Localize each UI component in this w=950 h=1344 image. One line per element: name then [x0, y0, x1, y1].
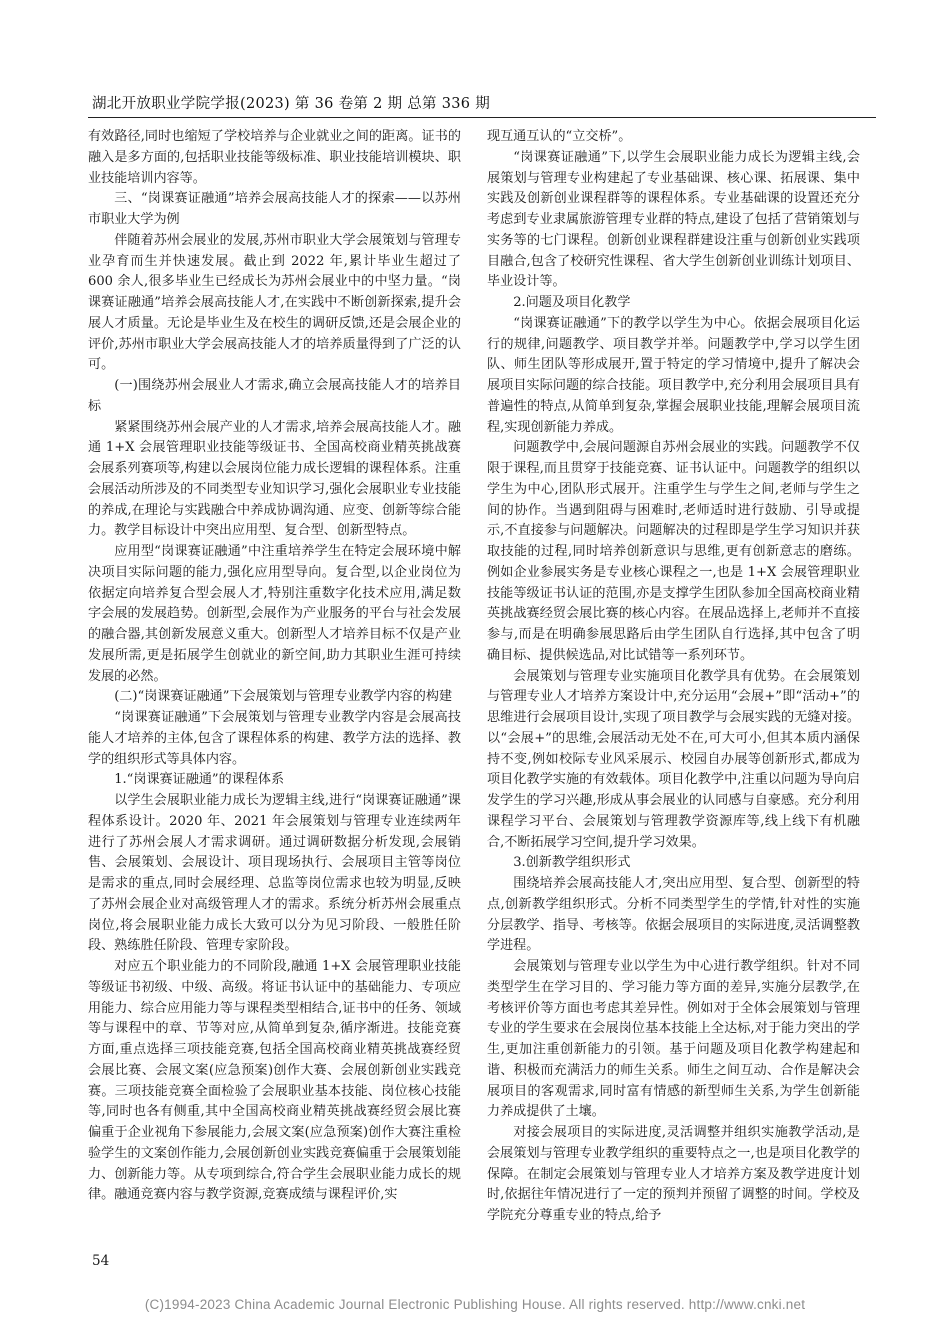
paragraph: 紧紧围绕苏州会展产业的人才需求,培养会展高技能人才。融通 1+X 会展管理职业技能等级证书、全国高校商业精英挑战赛会展系列赛项等,构建以会展岗位能力成长逻辑的课程体系。注重会展活动所涉及的不同类型专业知识学习,强化会展职业专业技能的养成,在理论与实践融合中养成协调沟通、应变、创新等综合能力。教学目标设计中突出应用型、复合型、创新型特点。: [88, 419, 461, 539]
left-column: [88, 127, 461, 1206]
paragraph: 围绕培养会展高技能人才,突出应用型、复合型、创新型的特点,创新教学组织形式。分析不同类型学生的学情,针对性的实施分层教学、指导、考核等。依据会展项目的实际进度,灵活调整教学进程。: [487, 876, 860, 954]
numbered-heading: 1.“岗课赛证融通”的课程体系: [114, 772, 285, 788]
paragraph: “岗课赛证融通”下会展策划与管理专业教学内容是会展高技能人才培养的主体,包含了课程体系的构建、教学方法的选择、教学的组织形式等具体内容。: [88, 710, 461, 767]
numbered-heading: 2.问题及项目化教学: [513, 295, 631, 310]
section-heading: 三、“岗课赛证融通”培养会展高技能人才的探索——以苏州市职业大学为例: [88, 191, 461, 227]
paragraph: 应用型“岗课赛证融通”中注重培养学生在特定会展环境中解决项目实际问题的能力,强化应用型导向。复合型,以企业岗位为依据定向培养复合型会展人才,特别注重数字化技术应用,满足数字会展的发展趋势。创新型,会展作为产业服务的平台与社会发展的融合器,其创新发展意义重大。创新型人才培养目标不仅是产业发展所需,更是拓展学生创就业的新空间,助力其职业生涯可持续发展的必然。: [88, 544, 461, 684]
header-rule: [88, 117, 876, 118]
subsection-heading: (二)“岗课赛证融通”下会展策划与管理专业教学内容的构建: [114, 689, 453, 705]
numbered-heading: 3.创新教学组织形式: [513, 855, 631, 871]
paragraph: 现互通互认的“立交桥”。: [487, 129, 632, 144]
paragraph: “岗课赛证融通”下的教学以学生为中心。依据会展项目化运行的规律,问题教学、项目教学并举。问题教学中,学习以学生团队、师生团队等形成展开,置于特定的学习情境中,提升了解决会展项目实际问题的综合技能。项目教学中,充分利用会展项目具有普遍性的特点,从简单到复杂,掌握会展职业技能,理解会展项目流程,实现创新能力养成。: [487, 315, 860, 435]
paragraph: 会展策划与管理专业实施项目化教学具有优势。在会展策划与管理专业人才培养方案设计中,充分运用“会展+”即“活动+”的思维进行会展项目设计,实现了项目教学与会展实践的无缝对接。以“会展+”的思维,会展活动无处不在,可大可小,但其本质内涵保持不变,例如校际专业风采展示、校园自办展等创新形式,都成为项目化教学实施的有效载体。项目化教学中,注重以问题为导向启发学生的学习兴趣,形成从事会展业的认同感与自豪感。充分利用课程学习平台、会展策划与管理教学资源库等,线上线下有机融合,不断拓展学习空间,提升学习效果。: [487, 668, 860, 850]
copyright-footer: (C)1994-2023 China Academic Journal Electronic Publishing House. All rights reserved. http://www.cnki.net: [144, 1297, 806, 1312]
right-column: [487, 127, 860, 1227]
running-header: 湖北开放职业学院学报(2023) 第 36 卷第 2 期 总第 336 期: [92, 96, 491, 112]
paragraph: 有效路径,同时也缩短了学校培养与企业就业之间的距离。证书的融入是多方面的,包括职业技能等级标准、职业技能培训模块、职业技能培训内容等。: [88, 129, 461, 186]
paragraph: 对应五个职业能力的不同阶段,融通 1+X 会展管理职业技能等级证书初级、中级、高级。将证书认证中的基础能力、专项应用能力、综合应用能力等与课程类型相结合,证书中的任务、领域等与课程中的章、节等对应,从简单到复杂,循序渐进。技能竞赛方面,重点选择三项技能竞赛,包括全国高校商业精英挑战赛经贸会展比赛、会展文案(应急预案)创作大赛、会展创新创业实践竞赛。三项技能竞赛全面检验了会展职业基本技能、岗位核心技能等,同时也各有侧重,其中全国高校商业精英挑战赛经贸会展比赛偏重于企业视角下参展能力,会展文案(应急预案)创作大赛注重检验学生的文案创作能力,会展创新创业实践竞赛偏重于会展策划能力、创新能力等。从专项到综合,符合学生会展职业能力成长的规律。融通竞赛内容与教学资源,竞赛成绩与课程评价,实: [88, 959, 461, 1203]
paragraph: 伴随着苏州会展业的发展,苏州市职业大学会展策划与管理专业孕育而生并快速发展。截止到 2022 年,累计毕业生超过了 600 余人,很多毕业生已经成长为苏州会展业中的中坚力量。“岗课赛证融通”培养会展高技能人才,在实践中不断创新探索,提升会展人才质量。无论是毕业生及在校生的调研反馈,还是会展企业的评价,苏州市职业大学会展高技能人才的培养质量得到了广泛的认可。: [88, 232, 461, 373]
subsection-heading: (一)围绕苏州会展业人才需求,确立会展高技能人才的培养目标: [88, 378, 461, 414]
paragraph: 问题教学中,会展问题源自苏州会展业的实践。问题教学不仅限于课程,而且贯穿于技能竞赛、证书认证中。问题教学的组织以学生为中心,团队形式展开。注重学生与学生之间,老师与学生之间的协作。当遇到阻碍与困难时,老师适时进行鼓励、引导或提示,不直接参与问题解决。问题解决的过程即是学生学习知识并获取技能的过程,同时培养创新意识与思维,更有创新意志的磨练。例如企业参展实务是专业核心课程之一,也是 1+X 会展管理职业技能等级证书认证的范围,亦是支撑学生团队参加全国高校商业精英挑战赛经贸会展比赛的核心内容。在展品选择上,老师并不直接参与,而是在明确参展思路后由学生团队自行选择,其中包含了明确目标、提供候选品,对比试错等一系列环节。: [487, 440, 860, 663]
paragraph: 会展策划与管理专业以学生为中心进行教学组织。针对不同类型学生在学习目的、学习能力等方面的差异,实施分层教学,在考核评价等方面也考虑其差异性。例如对于全体会展策划与管理专业的学生要求在会展岗位基本技能上全达标,对于能力突出的学生,更加注重创新能力的引领。基于问题及项目化教学构建起和谐、积极而充满活力的师生关系。师生之间互动、合作是解决会展项目的客观需求,同时富有情感的新型师生关系,为学生创新能力养成提供了土壤。: [487, 959, 860, 1120]
paragraph: “岗课赛证融通”下,以学生会展职业能力成长为逻辑主线,会展策划与管理专业构建起了专业基础课、核心课、拓展课、集中实践及创新创业课程群等的课程体系。专业基础课的设置还充分考虑到专业隶属旅游管理专业群的特点,建设了包括了营销策划与实务等的七门课程。创新创业课程群建设注重与创新创业实践项目融合,包含了校研究性课程、省大学生创新创业训练计划项目、毕业设计等。: [487, 149, 860, 290]
paragraph: 以学生会展职业能力成长为逻辑主线,进行“岗课赛证融通”课程体系设计。2020 年、2021 年会展策划与管理专业连续两年进行了苏州会展人才需求调研。通过调研数据分析发现,会展销售、会展策划、会展设计、项目现场执行、会展项目主管等岗位是需求的重点,同时会展经理、总监等岗位需求也较为明显,反映了苏州会展企业对高级管理人才的需求。系统分析苏州会展重点岗位,将会展职业能力成长大致可以分为见习阶段、一般胜任阶段、熟练胜任阶段、管理专家阶段。: [88, 793, 461, 954]
page-number: 54: [92, 1253, 110, 1269]
paragraph: 对接会展项目的实际进度,灵活调整并组织实施教学活动,是会展策划与管理专业教学组织的重要特点之一,也是项目化教学的保障。在制定会展策划与管理专业人才培养方案及教学进度计划时,依据往年情况进行了一定的预判并预留了调整的时间。学校及学院充分尊重专业的特点,给予: [487, 1125, 860, 1223]
